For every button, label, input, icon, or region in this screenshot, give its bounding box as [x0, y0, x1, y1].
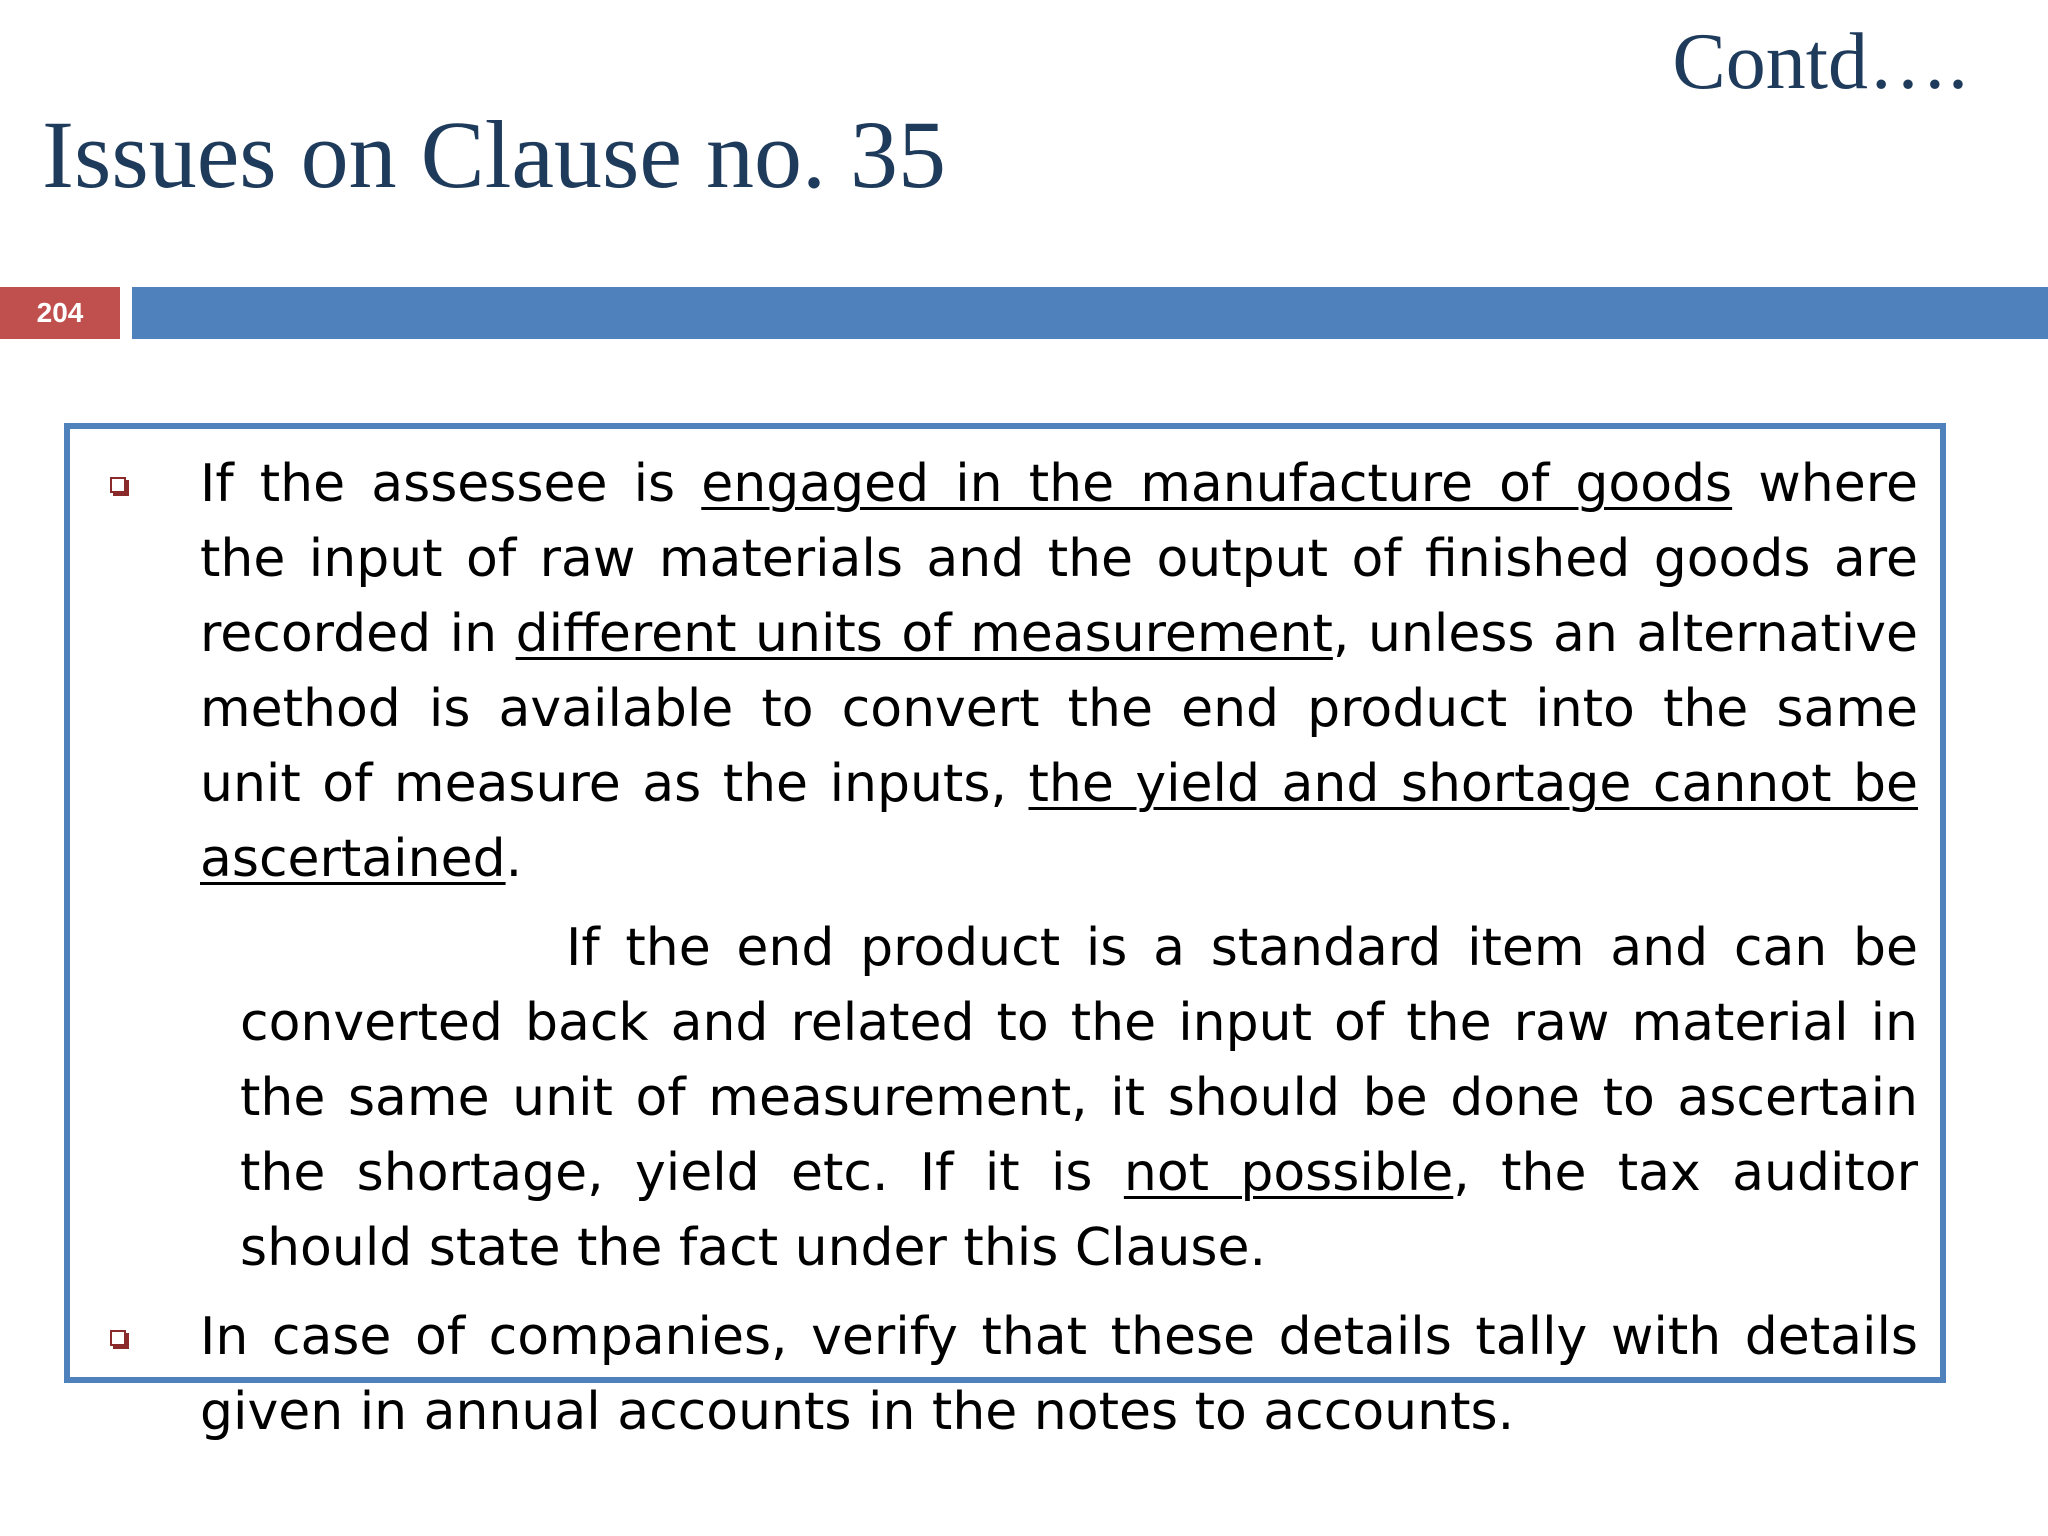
bullet-1-underline-3: the yield and shortage cannot be ascertained: [200, 754, 1918, 889]
bullet-item-1: [110, 447, 1918, 897]
bullet-1-underline-1: engaged in the manufacture of goods: [701, 454, 1733, 514]
bullet-1-text: [200, 447, 1918, 897]
contd-label: Contd….: [1672, 18, 1968, 106]
bullet-item-2: [110, 1300, 1918, 1450]
slide-title: Issues on Clause no. 35: [42, 101, 946, 208]
content-box: [64, 423, 1946, 1442]
square-bullet-icon: [110, 1330, 142, 1346]
header-accent-bar: [132, 287, 2048, 339]
bullet-2-text: In case of companies, verify that these details tally with details given in annual accounts in the notes to accounts.: [200, 1307, 1918, 1442]
paragraph-2-part-1: If the end product is a standard item and can be converted back and related to the input of the raw material in the same unit of measurement, it should be done to ascertain the shortage, yield etc. If it is: [240, 918, 1918, 1203]
bullet-1-part-4: .: [505, 829, 523, 889]
slide-number-text: 204: [36, 297, 84, 328]
paragraph-2-underline-1: not possible: [1123, 1143, 1454, 1203]
paragraph-2-part-2: , the tax auditor should state the fact under this Clause.: [240, 1143, 1918, 1278]
slide-number-badge: [0, 287, 120, 339]
bullet-1-part-3: , unless an alternative method is available to convert the end product into the same unit of measure as the inputs,: [200, 604, 1918, 814]
bullet-1-underline-2: different units of measurement: [515, 604, 1333, 664]
bullet-1-part-2: where the input of raw materials and the output of finished goods are recorded in: [200, 454, 1918, 664]
bullet-1-part-1: If the assessee is: [200, 454, 702, 514]
paragraph-2: [240, 911, 1918, 1286]
square-bullet-icon: [110, 477, 142, 493]
